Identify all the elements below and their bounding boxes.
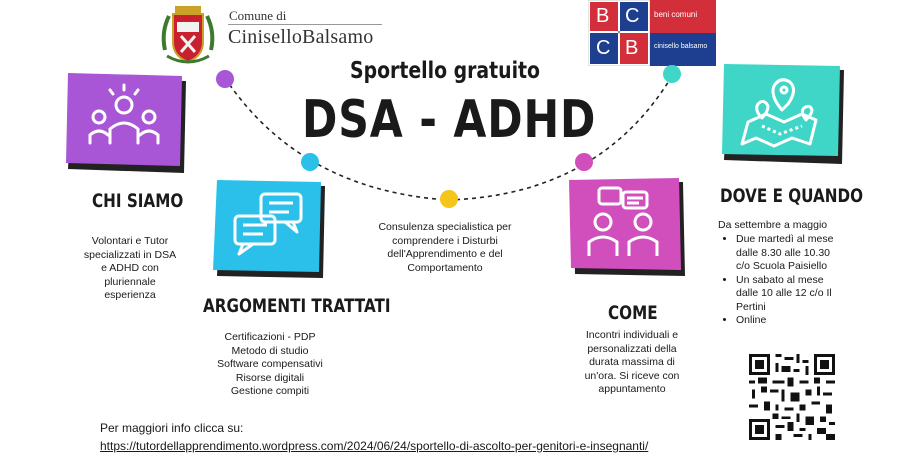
consulenza-line: Consulenza specialistica per bbox=[378, 221, 512, 233]
dot-teal bbox=[663, 65, 681, 83]
svg-text:×: × bbox=[616, 28, 622, 37]
argomenti-line: Metodo di studio bbox=[231, 344, 309, 357]
qr-code-icon bbox=[749, 354, 835, 440]
chi-siamo-line: specializzati in DSA bbox=[83, 248, 177, 261]
bc-letter-c1: C bbox=[625, 5, 640, 27]
consulenza-line: dell'Apprendimento e del bbox=[387, 248, 503, 260]
come-line: Incontri individuali e bbox=[585, 329, 679, 341]
dot-magenta bbox=[575, 153, 593, 171]
info-link[interactable]: https://tutordellapprendimento.wordpress.com/2024/06/24/sportello-di-ascolto-per-genitori-e-insegnanti/ bbox=[100, 439, 649, 453]
bc-letter-b2: B bbox=[625, 37, 639, 59]
argomenti-line: Certificazioni - PDP bbox=[224, 331, 316, 343]
page-title: DSA - ADHD bbox=[302, 90, 597, 150]
dove-item: • Un sabato al mese dalle 10 alle 12 c/o Il Pertini bbox=[736, 274, 876, 315]
consulenza-line: Comportamento bbox=[407, 261, 483, 274]
dove-card bbox=[722, 64, 847, 166]
consulenza-line: comprendere i Disturbi bbox=[392, 234, 498, 247]
dove-heading: DOVE E QUANDO bbox=[720, 185, 864, 207]
consulenza-text bbox=[355, 221, 535, 275]
bc-letter-c2: C bbox=[596, 37, 611, 59]
chi-siamo-line: esperienza bbox=[104, 289, 156, 301]
chi-siamo-heading: CHI SIAMO bbox=[92, 190, 184, 212]
info-label: Per maggiori info clicca su: bbox=[100, 421, 244, 435]
bc-line1: beni comuni bbox=[654, 10, 698, 19]
come-heading: COME bbox=[608, 302, 658, 324]
come-text bbox=[562, 329, 702, 397]
argomenti-line: Risorse digitali bbox=[235, 371, 305, 384]
bc-line2: cinisello balsamo bbox=[654, 43, 708, 50]
argomenti-card bbox=[213, 180, 328, 280]
argomenti-line: Software compensativi bbox=[217, 358, 323, 370]
argomenti-text bbox=[200, 331, 340, 399]
come-line: durata massima di bbox=[589, 356, 675, 368]
come-line: appuntamento bbox=[598, 383, 666, 395]
dot-purple bbox=[216, 70, 234, 88]
comune-name: CiniselloBalsamo bbox=[228, 26, 374, 48]
come-line: personalizzati della bbox=[587, 342, 677, 355]
argomenti-heading: ARGOMENTI TRATTATI bbox=[203, 295, 391, 317]
dove-list bbox=[718, 233, 876, 328]
subtitle: Sportello gratuito bbox=[350, 58, 541, 84]
argomenti-line: Gestione compiti bbox=[230, 385, 310, 397]
chi-siamo-line: e ADHD con bbox=[101, 262, 159, 274]
dot-cyan bbox=[301, 153, 319, 171]
come-card bbox=[569, 178, 687, 278]
dot-yellow bbox=[440, 190, 458, 208]
chi-siamo-text bbox=[60, 235, 200, 303]
chi-siamo-line: pluriennale bbox=[104, 275, 156, 288]
chi-siamo-line: Volontari e Tutor bbox=[91, 235, 169, 247]
come-line: un'ora. Si riceve con bbox=[584, 369, 680, 382]
dove-item: • Due martedì al mese dalle 8.30 alle 10.30 c/o Scuola Paisiello bbox=[736, 233, 876, 274]
comune-prefix: Comune di bbox=[229, 8, 287, 23]
bc-letter-b1: B bbox=[596, 5, 610, 27]
chi-siamo-card bbox=[66, 73, 191, 175]
dove-item: • Online bbox=[736, 314, 876, 328]
dove-intro: Da settembre a maggio bbox=[718, 219, 828, 231]
